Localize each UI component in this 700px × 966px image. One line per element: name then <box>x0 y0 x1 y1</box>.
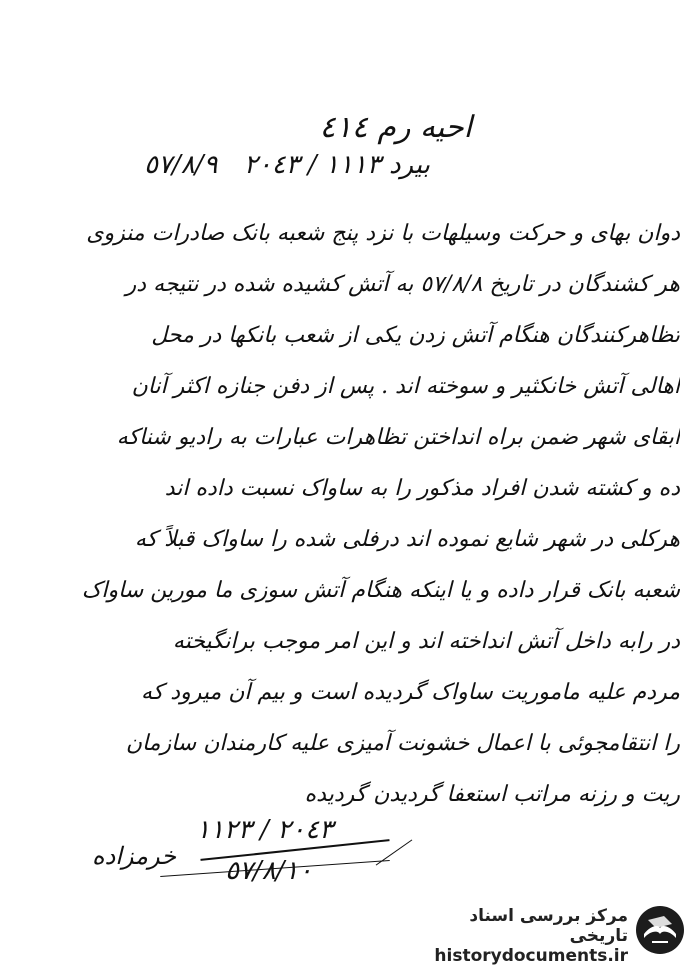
watermark <box>412 902 690 966</box>
handwritten-line: ریت و رزنه مراتب استعفا گردیدن گردیده <box>304 782 680 807</box>
handwritten-line: تظاهرکنندگان هنگام آتش زدن یکی از شعب بانکها در محل <box>151 323 680 348</box>
header-date: ٥٧/٨/٩ <box>144 150 218 180</box>
header-number: بیرد ١١١٣ / ٢٠٤٣ <box>243 150 430 180</box>
handwritten-line: را انتقامجوئی با اعمال خشونت آمیزی علیه کارمندان سازمان <box>125 731 680 756</box>
handwritten-line: مردم علیه ماموریت ساواک گردیده است و بیم آن میرود که <box>141 680 680 705</box>
document-body <box>20 212 680 824</box>
watermark-url: historydocuments.ir <box>434 946 628 966</box>
handwritten-line: شعبه بانک قرار داده و یا اینکه هنگام آتش سوزی ما مورین ساواک <box>81 578 680 603</box>
watermark-text <box>412 906 628 966</box>
document-reference: احیه رم ٤١٤ <box>319 110 472 145</box>
handwritten-line: در رابه داخل آتش انداخته اند و این امر موجب برانگیخته <box>172 629 680 654</box>
handwritten-line: هر کشندگان در تاریخ ٥٧/٨/٨ به آتش کشیده شده در نتیجه در <box>125 272 680 297</box>
handwritten-line: اهالی آتش خانکثیر و سوخته اند . پس از دفن جنازه اکثر آنان <box>131 374 680 399</box>
watermark-title: مرکز بررسی اسناد تاریخی <box>469 906 628 946</box>
signature-stroke <box>376 839 413 865</box>
handwritten-line: ده و کشته شدن افراد مذکور را به ساواک نسبت داده اند <box>164 476 680 501</box>
handwritten-line: ابقای شهر ضمن براه انداختن تظاهرات عبارات به رادیو شناکه <box>116 425 680 450</box>
document-header <box>144 150 430 180</box>
handwritten-line: دوان بهای و حرکت وسیلهات با نزد پنج شعبه بانک صادرات منزوی <box>86 221 680 246</box>
signature: خرمزاده <box>92 842 177 870</box>
handwritten-line: هرکلی در شهر شایع نموده اند درفلی شده را ساواک قبلاً که <box>134 527 680 552</box>
footer-reference: ٢٠٤٣ / ١١٢٣ <box>196 815 334 845</box>
footer-date: ٥٧/٨/١٠ <box>225 856 313 886</box>
open-book-logo-icon <box>634 904 686 956</box>
